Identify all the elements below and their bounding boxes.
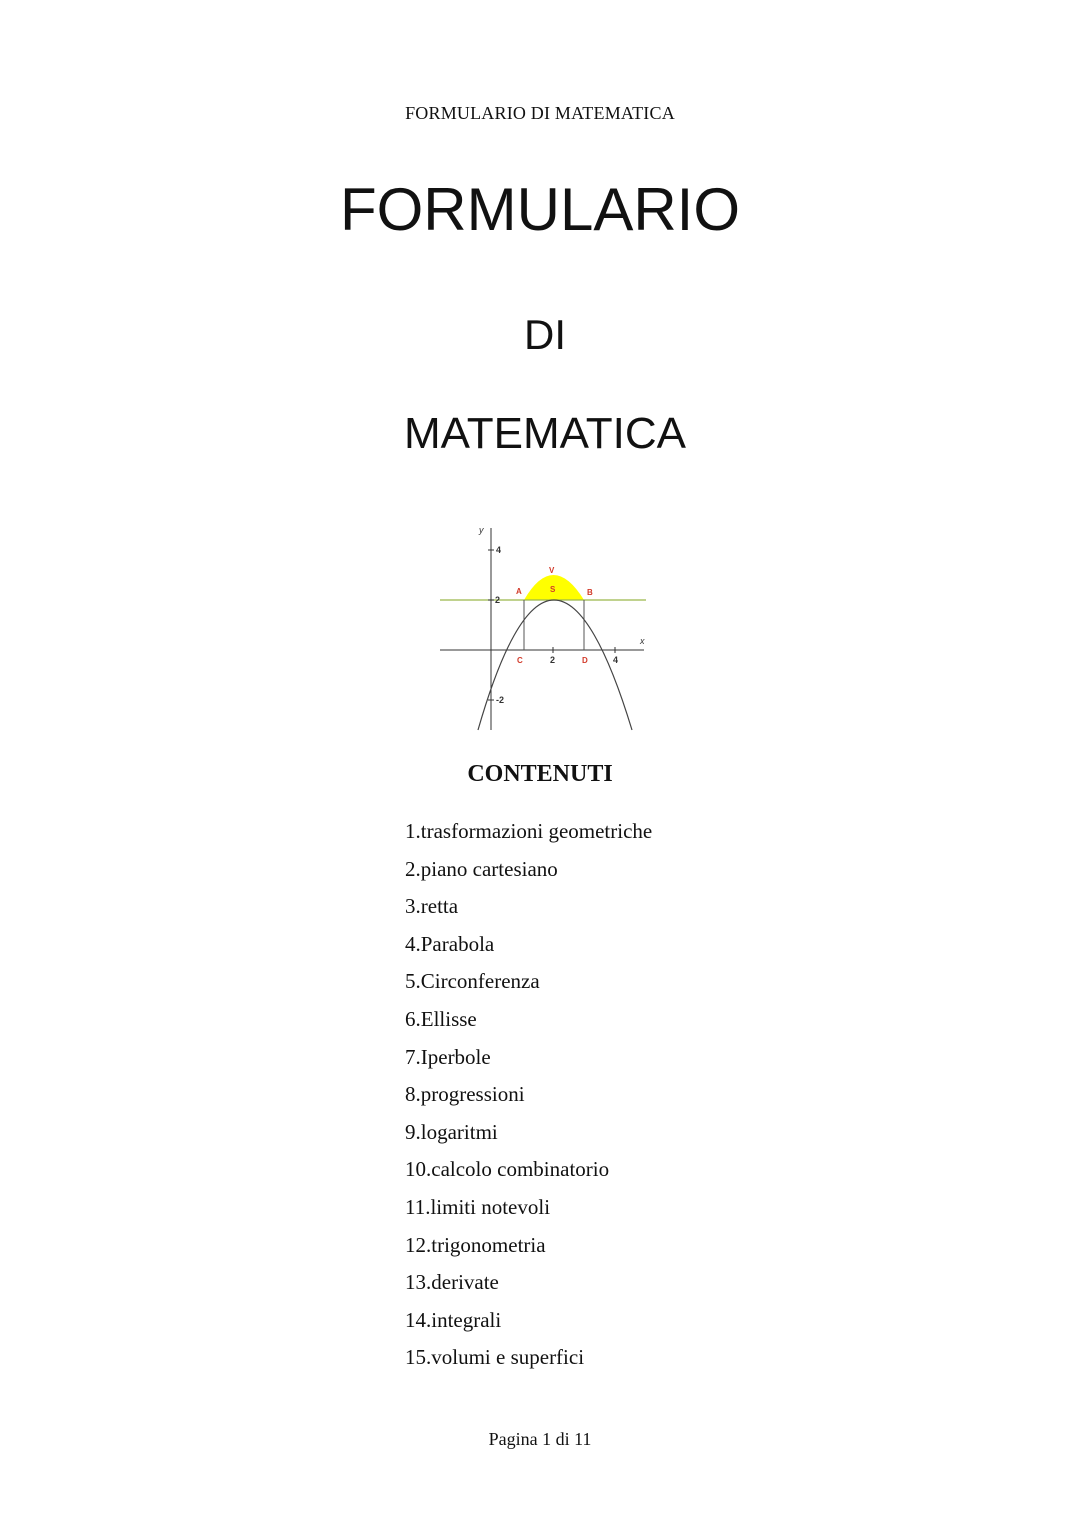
contents-item: 14.integrali (405, 1307, 502, 1332)
parabola-curve (478, 600, 632, 730)
tick-label-y-neg2: -2 (496, 695, 505, 705)
contents-item: 10.calcolo combinatorio (405, 1157, 610, 1182)
region-label-s: S (550, 585, 556, 594)
page-footer-separator: di (555, 1429, 570, 1449)
tick-label-y-2: 2 (495, 595, 501, 605)
axis-y-label: y (479, 525, 484, 535)
point-label-d: D (582, 656, 588, 665)
contents-item: 7.Iperbole (405, 1044, 491, 1069)
tick-label-y-4: 4 (496, 545, 502, 555)
contents-item: 12.trigonometria (405, 1232, 546, 1257)
running-header: FORMULARIO DI MATEMATICA (405, 103, 675, 123)
contents-item: 13.derivate (405, 1270, 499, 1295)
contents-item: 3.retta (405, 894, 459, 919)
parabola-figure (436, 520, 652, 735)
axis-x-label: x (640, 636, 645, 646)
contents-item: 2.piano cartesiano (405, 856, 558, 881)
tick-label-x-2: 2 (550, 655, 556, 665)
contents-item: 11.limiti notevoli (405, 1194, 551, 1219)
title-formulario: FORMULARIO (339, 176, 741, 243)
page-footer (0, 1429, 1080, 1450)
contents-heading: CONTENUTI (467, 761, 613, 787)
page-number-total: 11 (574, 1429, 592, 1449)
page-number-current: 1 (542, 1429, 552, 1449)
contents-item: 1.trasformazioni geometriche (405, 819, 653, 843)
point-label-a: A (516, 587, 522, 596)
tick-label-x-4: 4 (613, 655, 619, 665)
page-footer-prefix: Pagina (488, 1429, 538, 1449)
contents-item: 6.Ellisse (405, 1006, 477, 1031)
contents-item: 5.Circonferenza (405, 969, 540, 994)
title-matematica: MATEMATICA (404, 409, 686, 458)
point-label-c: C (517, 656, 523, 665)
title-di: DI (524, 311, 566, 358)
contents-item: 9.logaritmi (405, 1119, 498, 1144)
contents-list (405, 813, 652, 1377)
contents-item: 15.volumi e superfici (405, 1345, 585, 1370)
point-label-v: V (549, 566, 555, 575)
point-label-b: B (587, 588, 593, 597)
contents-item: 8.progressioni (405, 1082, 525, 1107)
contents-item: 4.Parabola (405, 931, 495, 956)
